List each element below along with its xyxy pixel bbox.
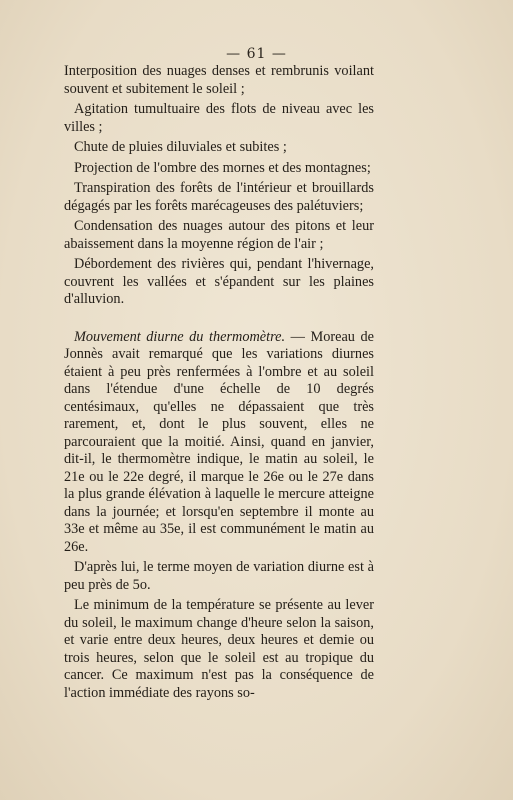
section-paragraph-1 <box>64 329 374 557</box>
list-item-4: Projection de l'ombre des mornes et des montagnes; <box>74 159 371 176</box>
section-paragraph-2: D'après lui, le terme moyen de variation diurne est à peu près de 5o. <box>64 559 374 593</box>
section-gap <box>64 312 374 329</box>
page-number: — 61 — <box>226 46 287 62</box>
list-item-1: Interposition des nuages denses et rembrunis voilant souvent et subitement le soleil ; <box>64 63 374 97</box>
section-paragraph-1-text: — Moreau de Jonnès avait remarqué que les variations diurnes étaient à peu près renfermées à l'ombre et au soleil dans l'étendue d'une échelle de 10 degrés centésimaux, qu'elles ne dépassaient que très rarement, et, dont le plus souvent, elles ne parcouraient que la moitié. Ainsi, quand en janvier, dit-il, le thermomètre indique, le matin au soleil, le 21e ou le 22e degré, il marque le 26e ou le 27e dans la plus grande élévation à laquelle le mercure atteigne dans la journée; et lorsqu'en septembre il monte au 33e et même au 35e, il est communément le matin au 26e. <box>64 328 374 555</box>
list-item-2: Agitation tumultuaire des flots de niveau avec les villes ; <box>64 101 374 135</box>
page-body <box>64 63 374 705</box>
list-item-3: Chute de pluies diluviales et subites ; <box>74 139 287 155</box>
list-item-7: Débordement des rivières qui, pendant l'hivernage, couvrent les vallées et s'épandent sur les plaines d'alluvion. <box>64 256 374 307</box>
list-item-5: Transpiration des forêts de l'intérieur et brouillards dégagés par les forêts marécageuses des palétuviers; <box>64 180 374 214</box>
section-paragraph-3: Le minimum de la température se présente au lever du soleil, le maximum change d'heure selon la saison, et varie entre deux heures, deux heures et demie ou trois heures, selon que le soleil est au tropique du cancer. Ce maximum n'est pas la conséquence de l'action immédiate des rayons so- <box>64 597 374 701</box>
list-item-6: Condensation des nuages autour des pitons et leur abaissement dans la moyenne région de l'air ; <box>64 218 374 252</box>
section-heading: Mouvement diurne du thermomètre. <box>74 328 286 345</box>
